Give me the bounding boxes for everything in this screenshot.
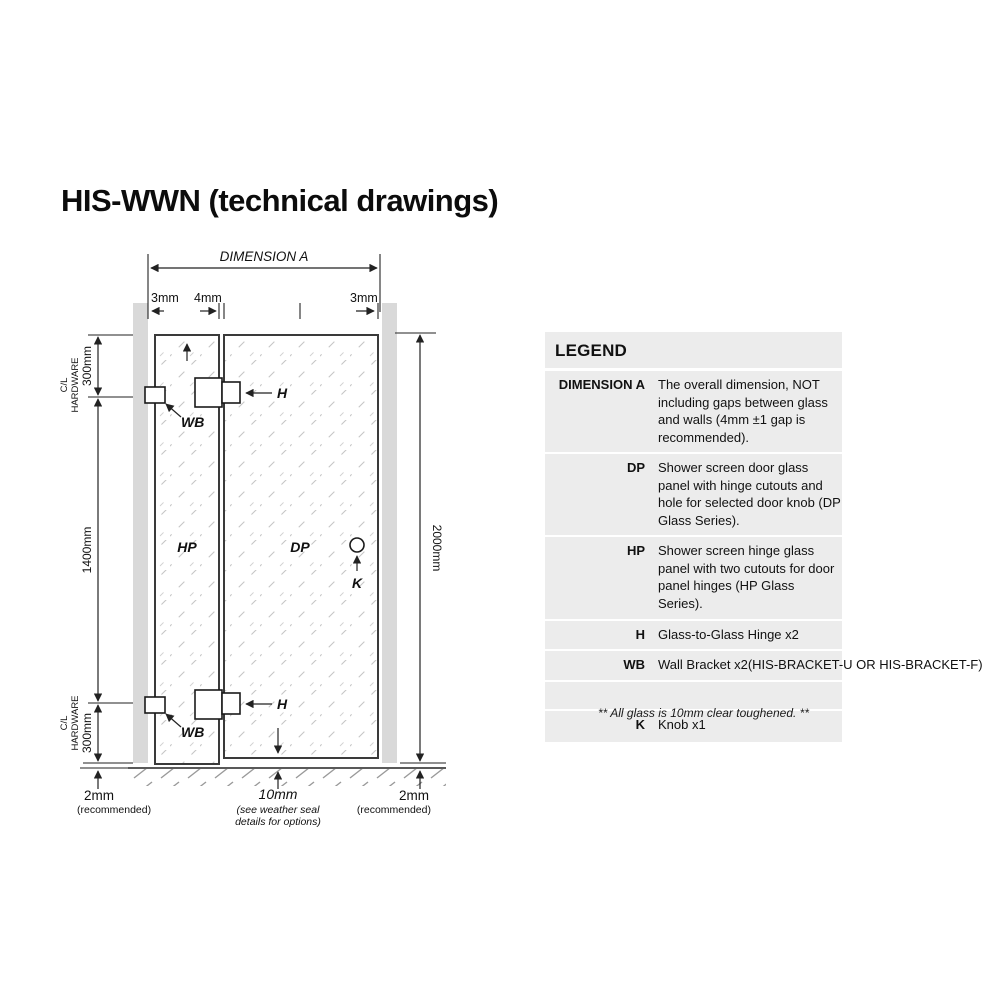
hinge-panel-label: HP [177,539,197,555]
legend-desc: Wall Bracket x2(HIS-BRACKET-U OR HIS-BRACKET-F) [658,657,983,673]
floor-hatch [130,769,446,786]
wall-bracket-top-shape [145,387,165,403]
legend-row-dimension-a [545,371,842,454]
left-dimension-chain [59,335,133,763]
hinge-bottom-label: H [277,696,288,712]
door-gap-label: 10mm [258,786,298,802]
wall-bracket-top-label: WB [181,414,205,430]
knob-icon [350,538,364,552]
legend-row-dp [545,454,842,537]
legend-row-h [545,621,842,652]
wall-bracket-bottom-label: WB [181,724,205,740]
gap-left-label: 3mm [151,291,179,305]
technical-drawing [50,240,470,860]
page-title: HIS-WWN (technical drawings) [61,183,499,218]
right-dimension [395,333,446,763]
legend-title: LEGEND [545,332,842,371]
legend-desc: The overall dimension, NOT including gaps between glass and walls (4mm ±1 gap is recommended). [658,377,828,445]
gap-middle-label: 4mm [194,291,222,305]
hinge-top-label: H [277,385,288,401]
legend-term: DP [626,460,645,476]
left-floor-gap-note: (recommended) [77,804,152,816]
left-top-offset-label: 300mm [80,345,94,387]
legend-term: HP [626,543,645,559]
left-wall [133,303,148,763]
cl-hardware-top-line1: C/L [59,377,70,393]
right-floor-gap-note: (recommended) [356,804,431,816]
hinge-top-plate-left [195,378,222,407]
legend-row-hp [545,537,842,620]
right-wall [382,303,397,763]
legend-term: WB [623,657,645,673]
cl-hardware-bottom-line2: HARDWARE [70,695,81,751]
legend-desc: Shower screen door glass panel with hinge cutouts and hole for selected door knob (DP Glass Series). [658,460,841,528]
legend-row-wb [545,651,983,682]
glass-footnote: ** All glass is 10mm clear toughened. ** [598,706,809,720]
legend-desc: Glass-to-Glass Hinge x2 [658,626,799,642]
left-bottom-offset-label: 300mm [80,712,94,754]
legend-desc: Knob x1 [658,716,706,732]
legend-term: K [635,716,645,732]
door-panel-label: DP [290,539,310,555]
door-gap-note-line2: details for options) [235,816,321,828]
knob-label: K [351,575,363,591]
right-floor-gap-label: 2mm [399,788,429,803]
legend-term: DIMENSION A [558,377,645,392]
hinge-bottom-plate-right [222,693,240,714]
cl-hardware-bottom-line1: C/L [59,715,70,731]
hinge-bottom-plate-left [195,690,222,719]
gap-right-label: 3mm [350,291,378,305]
door-gap-note-line1: (see weather seal [236,804,320,816]
left-middle-span-label: 1400mm [80,526,94,574]
cl-hardware-top-line2: HARDWARE [70,357,81,413]
top-gap-dimensions [151,291,378,319]
legend-panel [545,332,983,742]
dimension-a [148,249,380,319]
legend-term: H [635,626,645,642]
hinge-top-plate-right [222,382,240,403]
left-floor-gap-label: 2mm [84,788,114,803]
dimension-a-label: DIMENSION A [219,249,309,264]
wall-bracket-bottom-shape [145,697,165,713]
overall-height-label: 2000mm [430,524,444,572]
legend-desc: Shower screen hinge glass panel with two cutouts for door panel hinges (HP Glass Series). [658,543,835,612]
